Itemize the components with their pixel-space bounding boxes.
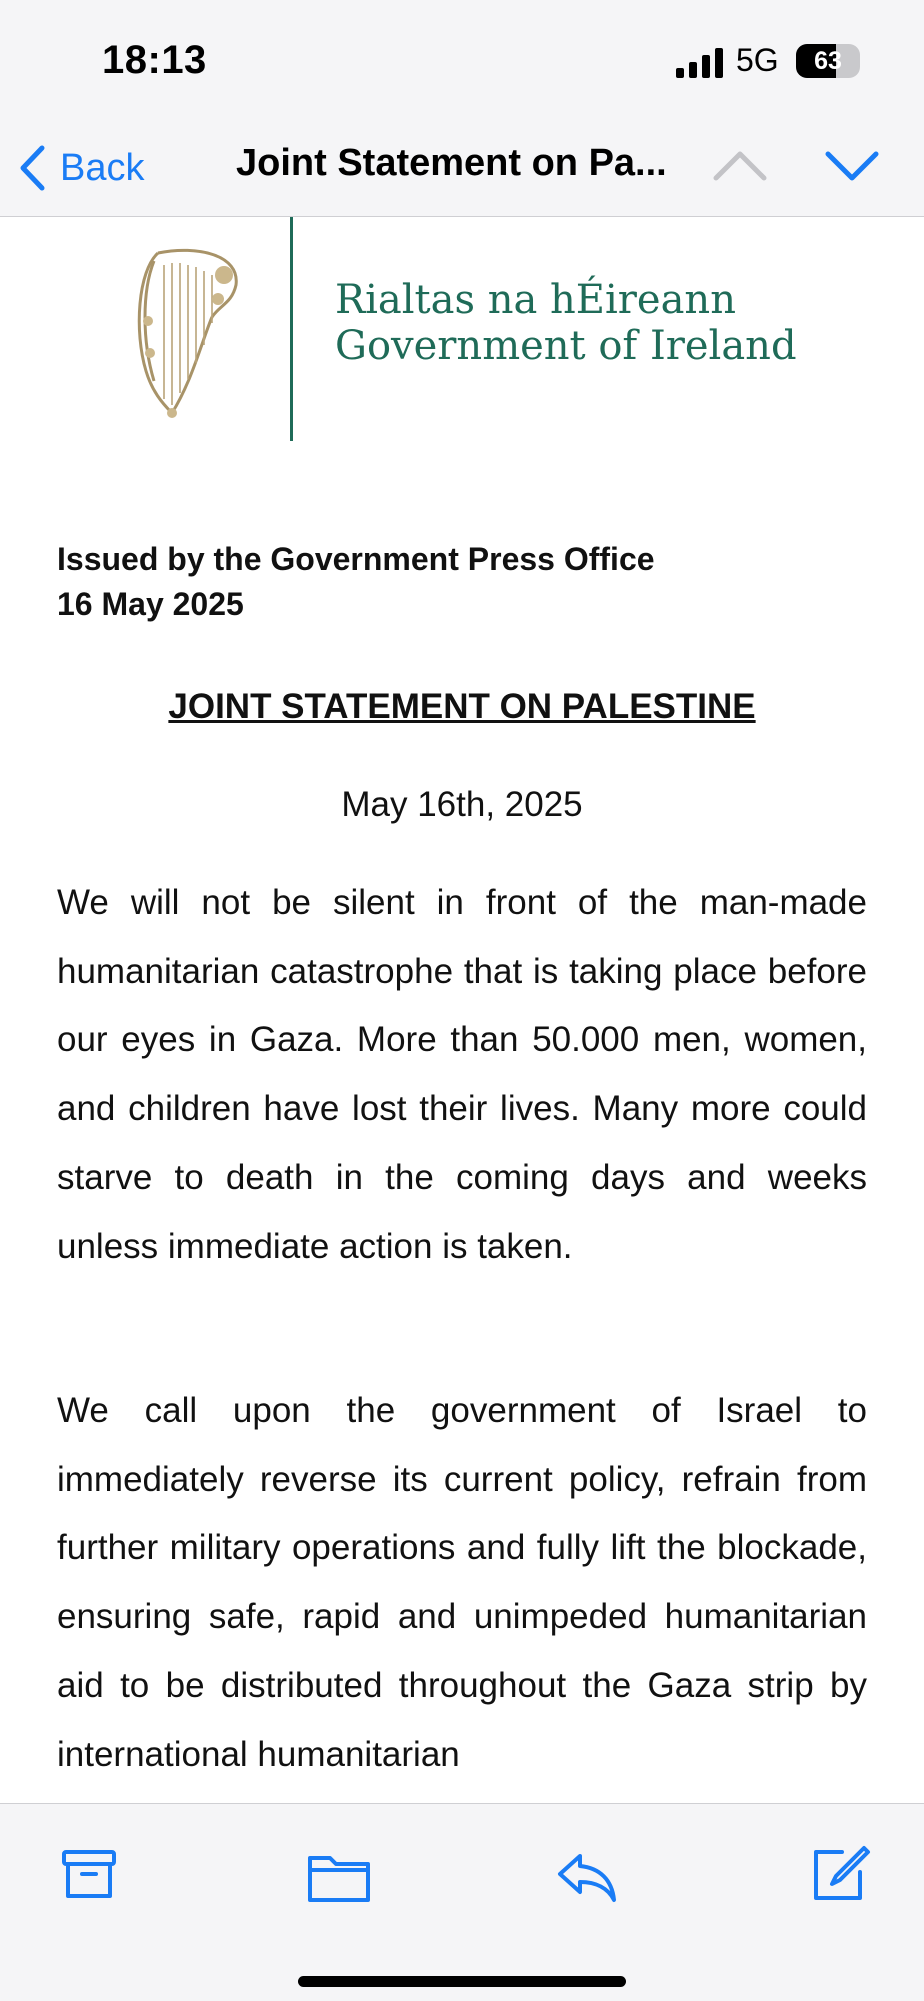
issued-by-block: [57, 537, 655, 627]
home-indicator[interactable]: [298, 1976, 626, 1987]
battery-percent: 63: [814, 47, 842, 75]
logo-text-english: Government of Ireland: [335, 323, 797, 369]
issued-by-line: Issued by the Government Press Office: [57, 541, 655, 577]
status-time: 18:13: [102, 38, 207, 82]
issued-date-line: 16 May 2025: [57, 586, 244, 622]
network-type: 5G: [736, 42, 779, 78]
compose-icon[interactable]: [802, 1840, 872, 1910]
statement-date: May 16th, 2025: [341, 785, 583, 824]
status-bar: [0, 0, 924, 122]
chevron-up-icon[interactable]: [710, 140, 770, 190]
logo-text-irish: Rialtas na hÉireann: [335, 277, 736, 323]
reply-icon[interactable]: [552, 1840, 622, 1910]
harp-icon: [128, 241, 244, 421]
back-button[interactable]: [18, 138, 144, 198]
chevron-left-icon: [18, 144, 46, 192]
message-body[interactable]: [0, 217, 924, 1803]
chevron-down-icon[interactable]: [822, 140, 882, 190]
mail-nav-bar: [0, 122, 924, 217]
back-label: Back: [60, 146, 145, 189]
mail-toolbar: [0, 1803, 924, 2001]
battery-icon: [796, 44, 860, 78]
government-logo: [128, 217, 797, 447]
statement-headline: JOINT STATEMENT ON PALESTINE: [168, 687, 756, 726]
message-subject-title: Joint Statement on Pa...: [236, 142, 667, 184]
folder-icon[interactable]: [304, 1840, 374, 1910]
body-paragraph-1: We will not be silent in front of the man-made humanitarian catastrophe that is taking place before our eyes in Gaza. More than 50.000 men, women, and children have lost their lives. Many more could starve to death in the coming days and weeks unless immediate action is taken.: [57, 883, 867, 1266]
archive-icon[interactable]: [54, 1840, 124, 1910]
logo-divider: [290, 217, 293, 441]
body-paragraph-2: We call upon the government of Israel to immediately reverse its current policy, refrain from further military operations and fully lift the blockade, ensuring safe, rapid and unimpeded humanitarian aid to be distributed throughout the Gaza strip by international humanitarian: [57, 1391, 867, 1774]
signal-bars-icon: [676, 48, 724, 78]
